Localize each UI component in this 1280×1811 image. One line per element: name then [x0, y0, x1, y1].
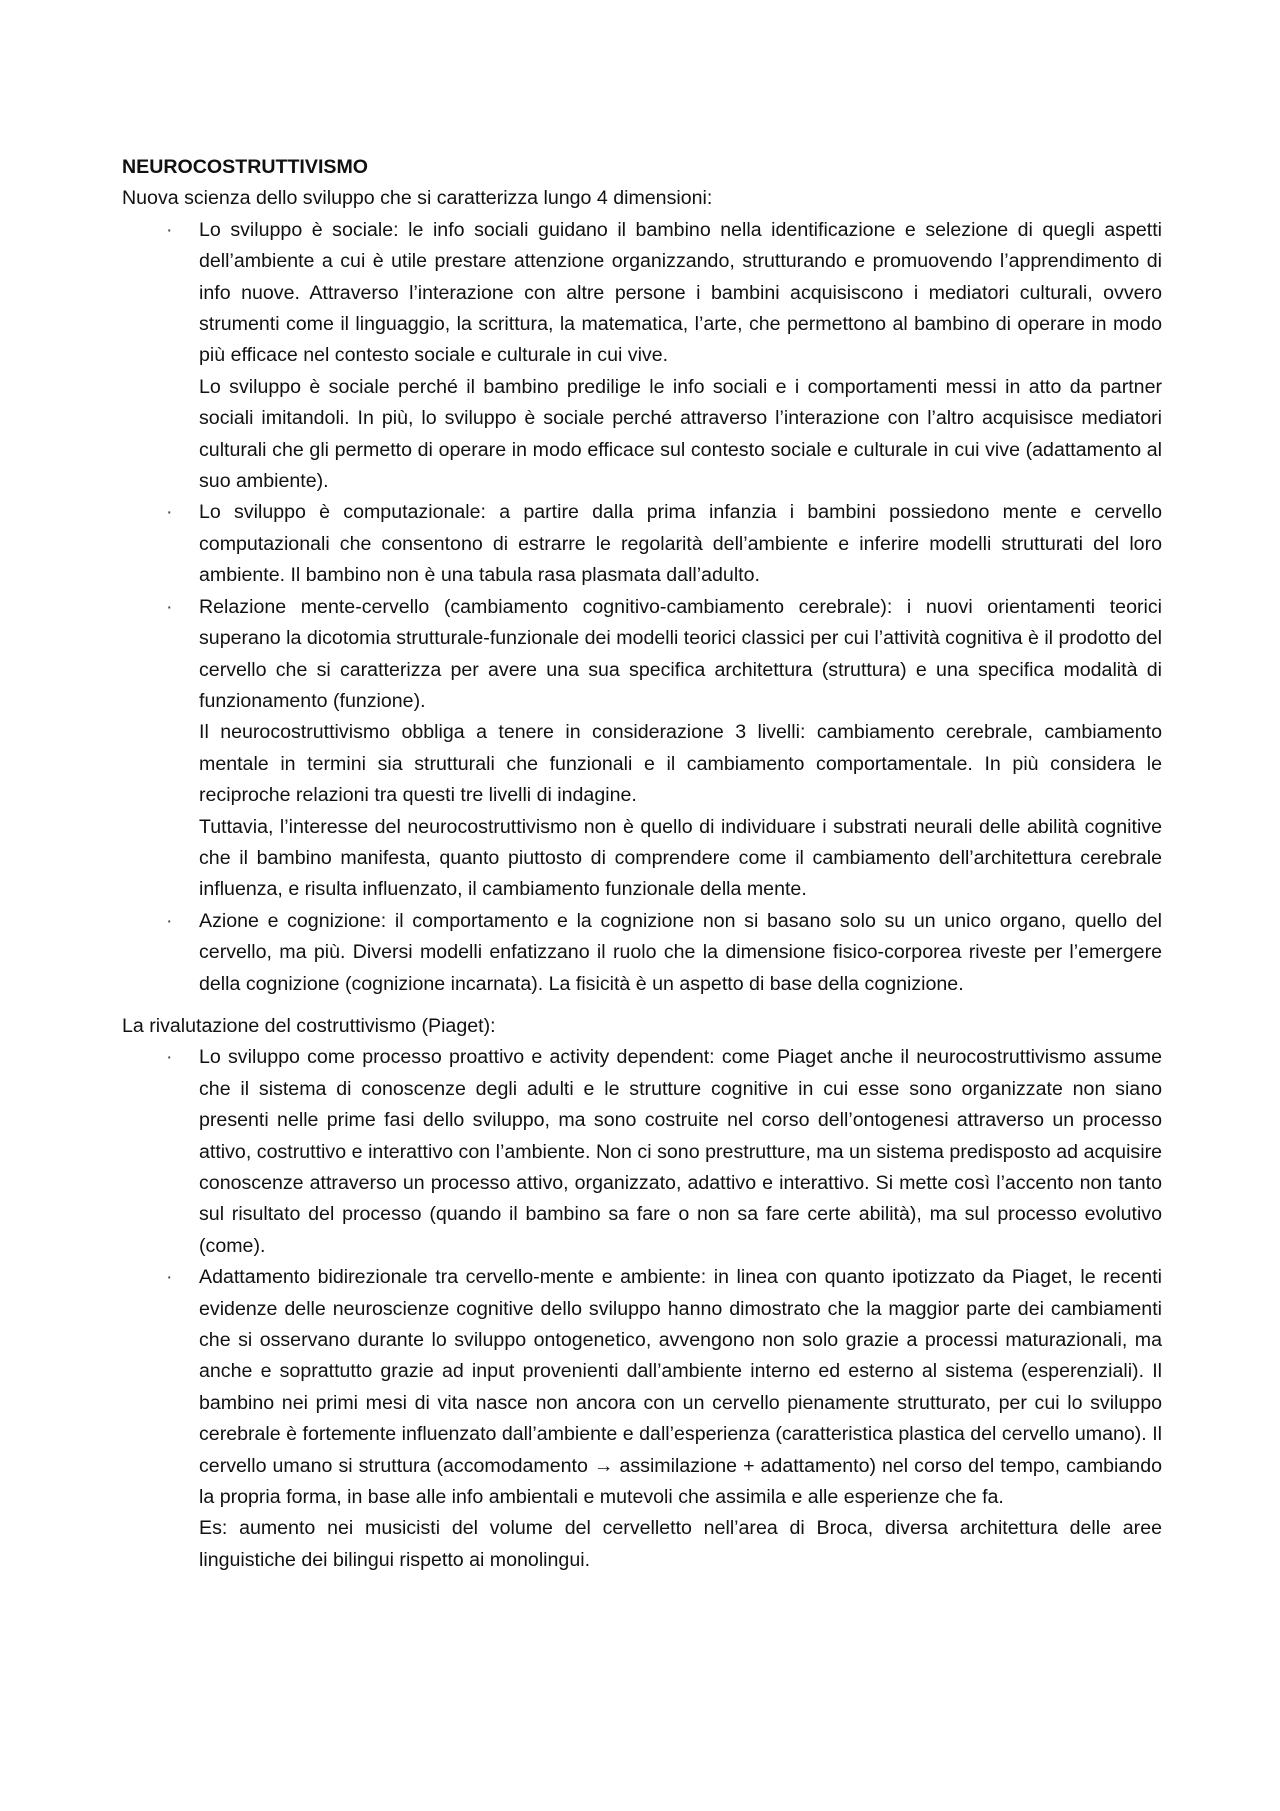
list-paragraph: Lo sviluppo è computazionale: a partire dalla prima infanzia i bambini possiedono mente e cervello computazionali che consentono di estrarre le regolarità dell’ambiente e inferire modelli strutturati del loro ambiente. Il bambino non è una tabula rasa plasmata dall’adulto.	[199, 501, 1162, 587]
list-paragraph: Il neurocostruttivismo obbliga a tenere in considerazione 3 livelli: cambiamento cerebrale, cambiamento mentale in termini sia strutturali che funzionali e il cambiamento comportamentale. In più considera le reciproche relazioni tra questi tre livelli di indagine.	[199, 721, 1162, 807]
section-title-piaget: La rivalutazione del costruttivismo (Piaget):	[122, 1014, 496, 1037]
list-paragraph: Lo sviluppo è sociale: le info sociali guidano il bambino nella identificazione e selezione di quegli aspetti dell’ambiente a cui è utile prestare attenzione organizzando, strutturando e promuovendo l’apprendimento di info nuove. Attraverso l’interazione con altre persone i bambini acquisiscono i mediatori culturali, ovvero strumenti come il linguaggio, la scrittura, la matematica, l’arte, che permettono al bambino di operare in modo più efficace nel contesto sociale e culturale in cui vive.	[199, 218, 1162, 367]
list-item	[122, 592, 1162, 906]
list-paragraph: Lo sviluppo come processo proattivo e activity dependent: come Piaget anche il neurocostruttivismo assume che il sistema di conoscenze degli adulti e le strutture cognitive in cui esse sono organizzate non siano presenti nelle prime fasi dello sviluppo, ma sono costruite nel corso dell’ontogenesi attraverso un processo attivo, costruttivo e interattivo con l’ambiente. Non ci sono prestrutture, ma un sistema predisposto ad acquisire conoscenze attraverso un processo attivo, organizzato, adattivo e interattivo. Si mette così l’accento non tanto sul risultato del processo (quando il bambino sa fare o non sa fare certe abilità), ma sul processo evolutivo (come).	[199, 1046, 1162, 1257]
list-paragraph: Adattamento bidirezionale tra cervello-mente e ambiente: in linea con quanto ipotizzato da Piaget, le recenti evidenze delle neuroscienze cognitive dello sviluppo hanno dimostrato che la maggior parte dei cambiamenti che si osservano durante lo sviluppo ontogenetico, avvengono non solo grazie a processi maturazionali, ma anche e soprattutto grazie ad input provenienti dall’ambiente interno ed esterno al sistema (esperenziali). Il bambino nei primi mesi di vita nasce non ancora con un cervello pienamente strutturato, per cui lo sviluppo cerebrale è fortemente influenzato dall’ambiente e dall’esperienza (caratteristica plastica del cervello umano). Il cervello umano si struttura (accomodamento → assimilazione + adattamento) nel corso del tempo, cambiando la propria forma, in base alle info ambientali e mutevoli che assimila e alle esperienze che fa.	[199, 1266, 1162, 1509]
list-item	[122, 215, 1162, 498]
piaget-list	[122, 1042, 1162, 1576]
list-item	[122, 1262, 1162, 1576]
bullet-dot-icon: ·	[166, 909, 173, 932]
bullet-dot-icon: ·	[166, 1266, 173, 1289]
list-item	[122, 497, 1162, 591]
bullet-dot-icon: ·	[166, 1046, 173, 1069]
list-item	[122, 906, 1162, 1000]
bullet-dot-icon: ·	[166, 595, 173, 618]
document-page	[122, 152, 1162, 1576]
bullet-dot-icon: ·	[166, 218, 173, 241]
list-paragraph: Lo sviluppo è sociale perché il bambino predilige le info sociali e i comportamenti messi in atto da partner sociali imitandoli. In più, lo sviluppo è sociale perché attraverso l’interazione con l’altro acquisisce mediatori culturali che gli permetto di operare in modo efficace sul contesto sociale e culturale in cui vive (adattamento al suo ambiente).	[199, 375, 1162, 493]
list-item	[122, 1042, 1162, 1262]
bullet-dot-icon: ·	[166, 501, 173, 524]
document-heading: NEUROCOSTRUTTIVISMO	[122, 156, 369, 178]
list-paragraph: Es: aumento nei musicisti del volume del cervelletto nell’area di Broca, diversa architettura delle aree linguistiche dei bilingui rispetto ai monolingui.	[199, 1517, 1162, 1571]
list-paragraph: Relazione mente-cervello (cambiamento cognitivo-cambiamento cerebrale): i nuovi orientamenti teorici superano la dicotomia strutturale-funzionale dei modelli teorici classici per cui l’attività cognitiva è il prodotto del cervello che si caratterizza per avere una sua specifica architettura (struttura) e una specifica modalità di funzionamento (funzione).	[199, 595, 1162, 712]
list-paragraph: Tuttavia, l’interesse del neurocostruttivismo non è quello di individuare i substrati neurali delle abilità cognitive che il bambino manifesta, quanto piuttosto di comprendere come il cambiamento dell’architettura cerebrale influenza, e risulta influenzato, il cambiamento funzionale della mente.	[199, 815, 1162, 901]
intro-line: Nuova scienza dello sviluppo che si caratterizza lungo 4 dimensioni:	[122, 187, 713, 210]
dimensions-list	[122, 215, 1162, 1000]
list-paragraph: Azione e cognizione: il comportamento e la cognizione non si basano solo su un unico organo, quello del cervello, ma più. Diversi modelli enfatizzano il ruolo che la dimensione fisico-corporea riveste per l’emergere della cognizione (cognizione incarnata). La fisicità è un aspetto di base della cognizione.	[199, 909, 1162, 995]
